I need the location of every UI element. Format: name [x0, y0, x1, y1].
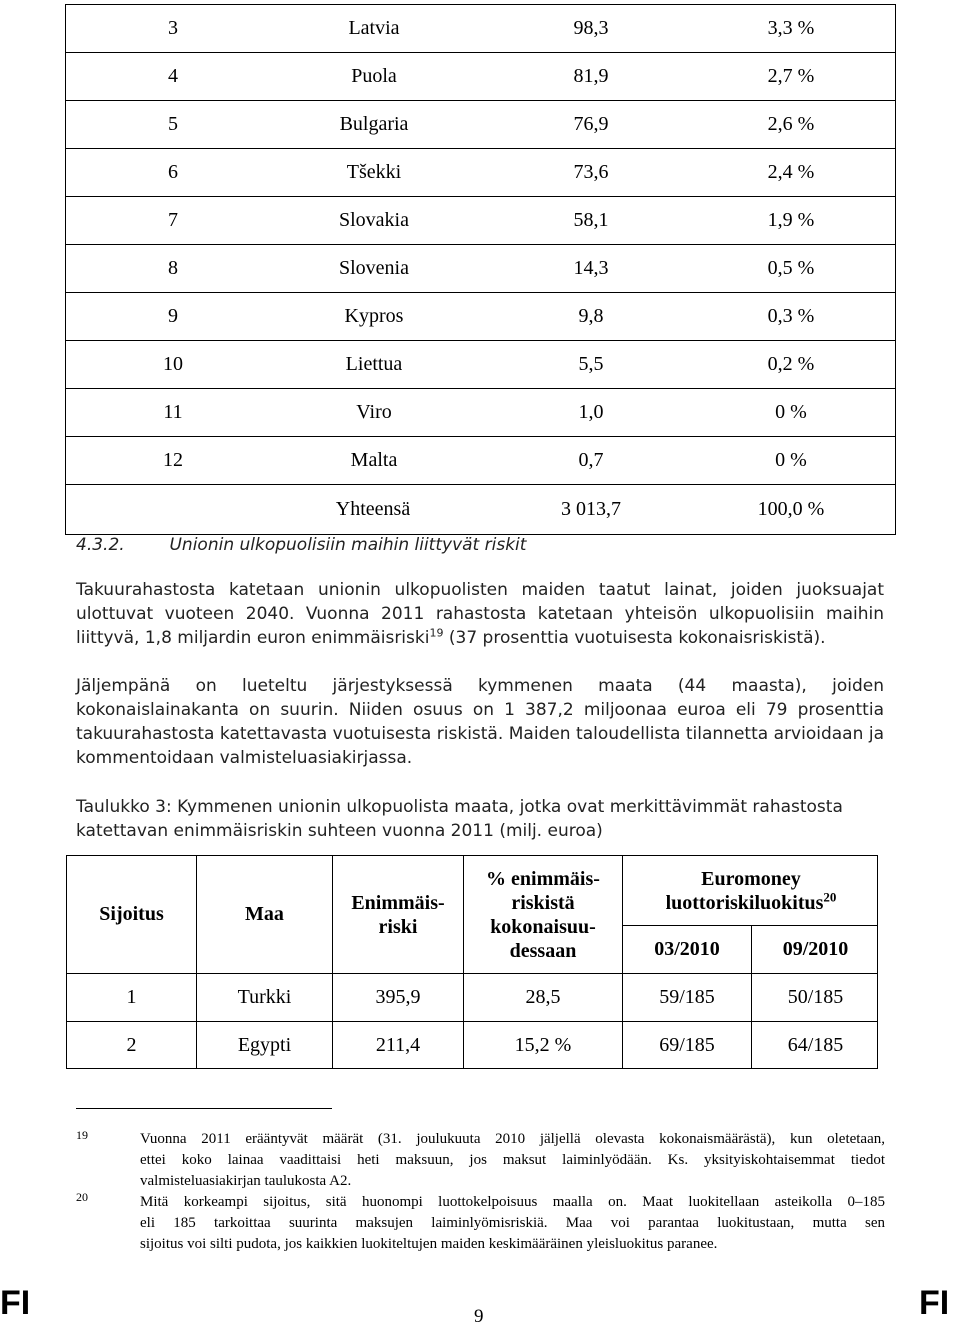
footnote-line: Vuonna 2011 erääntyvät määrät (31. joulukuuta 2010 jäljellä olevasta kokonaismäärästä), kun oletetaan, — [140, 1131, 885, 1147]
row-rank: 8 — [168, 257, 178, 279]
caption-line: katettavan enimmäisriskin suhteen vuonna 2011 (milj. euroa) — [76, 821, 603, 841]
row-rating-2: 50/185 — [787, 986, 844, 1008]
header-date-2: 09/2010 — [782, 938, 849, 960]
paragraph-line: Takuurahastosta katetaan unionin ulkopuolisten maiden taatut lainat, joiden juoksuajat — [76, 580, 884, 600]
paragraph-line: kommentoidaan valmisteluasiakirjassa. — [76, 748, 413, 768]
header-country: Maa — [245, 903, 284, 925]
paragraph-line: kokonaislainakanta on suurin. Niiden osuus on 1 387,2 miljoonaa euroa eli 79 prosenttia — [76, 700, 884, 720]
row-rank: 9 — [168, 305, 178, 327]
page-number: 9 — [474, 1306, 484, 1327]
table-row — [65, 437, 896, 485]
footnote-number-19: 19 — [76, 1128, 88, 1142]
row-country: Turkki — [237, 986, 292, 1008]
row-max-risk: 211,4 — [375, 1034, 421, 1056]
row-rating-1: 59/185 — [659, 986, 715, 1008]
header-euromoney-l2 — [665, 888, 837, 915]
row-rank: 3 — [168, 17, 178, 39]
total-percent: 100,0 % — [757, 498, 825, 520]
footnote-20 — [140, 1192, 885, 1255]
section-heading — [76, 533, 526, 557]
paragraph-text: liittyvä, 1,8 miljardin euron enimmäisriski — [76, 628, 430, 648]
paragraph-line: Jäljempänä on lueteltu järjestyksessä kymmenen maata (44 maasta), joiden — [76, 676, 884, 696]
header-euromoney-l2-text: luottoriskiluokitus — [665, 891, 824, 914]
table-row — [65, 245, 896, 293]
caption-line: Taulukko 3: Kymmenen unionin ulkopuolista maata, jotka ovat merkittävimmät rahastosta — [76, 797, 843, 817]
row-rank: 12 — [163, 449, 183, 471]
footnote-number-20: 20 — [76, 1190, 88, 1204]
row-percent: 3,3 % — [767, 17, 815, 39]
row-percent: 0,3 % — [767, 305, 815, 327]
total-label: Yhteensä — [335, 498, 411, 520]
footnote-ref-19: 19 — [429, 626, 444, 640]
row-value: 98,3 — [573, 17, 609, 39]
row-value: 0,7 — [578, 449, 604, 471]
paragraph-line: takuurahastosta katettavasta vuotuisesta riskistä. Maiden taloudellista tilannetta arvioidaan ja — [76, 724, 884, 744]
row-country: Slovakia — [339, 209, 409, 231]
header-max-risk-l1: Enimmäis- — [351, 891, 445, 914]
header-euromoney — [623, 856, 879, 925]
row-value: 76,9 — [573, 113, 609, 135]
footer-language-left: FI — [0, 1284, 31, 1322]
paragraph-line — [76, 626, 884, 650]
row-rating-2: 64/185 — [787, 1034, 844, 1056]
header-pct-l3: kokonaisuu- — [490, 915, 596, 938]
table-row — [65, 197, 896, 245]
row-rank: 10 — [163, 353, 183, 375]
paragraph-1 — [76, 578, 884, 650]
table-row — [65, 389, 896, 437]
row-country: Viro — [356, 401, 392, 423]
row-value: 73,6 — [573, 161, 609, 183]
row-country: Bulgaria — [339, 113, 409, 135]
row-country: Slovenia — [339, 257, 409, 279]
table-row — [65, 149, 896, 197]
row-country: Latvia — [348, 17, 400, 39]
row-rank: 6 — [168, 161, 178, 183]
header-pct — [464, 856, 622, 973]
country-risk-table — [65, 4, 896, 535]
table-row — [65, 341, 896, 389]
footnote-line: sijoitus voi silti pudota, jos kaikkien luokiteltujen maiden keskimääräinen yleisluokitus paranee. — [140, 1236, 718, 1252]
row-value: 58,1 — [573, 209, 609, 231]
row-pct: 28,5 — [525, 986, 561, 1008]
row-rank: 4 — [168, 65, 178, 87]
row-rank: 11 — [163, 401, 183, 423]
row-rank: 5 — [168, 113, 178, 135]
row-rank: 7 — [168, 209, 178, 231]
header-date-1: 03/2010 — [654, 938, 720, 960]
row-country: Liettua — [345, 353, 403, 375]
header-pct-l1: % enimmäis- — [486, 867, 600, 890]
footnote-19 — [140, 1129, 885, 1192]
paragraph-2 — [76, 674, 884, 770]
footer-language-right: FI — [919, 1284, 950, 1322]
total-value: 3 013,7 — [561, 498, 621, 520]
header-euromoney-l1: Euromoney — [701, 867, 801, 890]
row-max-risk: 395,9 — [375, 986, 421, 1008]
header-max-risk-l2: riski — [378, 915, 418, 938]
row-percent: 2,6 % — [767, 113, 815, 135]
paragraph-text: (37 prosenttia vuotuisesta kokonaisriskistä). — [443, 628, 826, 648]
footnote-line: ettei koko lainaa vaadittaisi heti maksuun, jos maksut laiminlyödään. Ks. yksityiskohtaisemmat tiedot — [140, 1152, 885, 1168]
row-country: Egypti — [237, 1034, 292, 1056]
non-eu-countries-table — [66, 855, 878, 1069]
table-row — [65, 53, 896, 101]
table-caption — [76, 795, 884, 843]
section-title: Unionin ulkopuolisiin maihin liittyvät riskit — [169, 535, 527, 555]
table-total-row — [65, 485, 896, 535]
row-percent: 0,2 % — [767, 353, 815, 375]
footnote-line: Mitä korkeampi sijoitus, sitä huonompi luottokelpoisuus maalla on. Maat luokitellaan asteikolla 0‒185 — [140, 1194, 885, 1210]
row-value: 9,8 — [578, 305, 604, 327]
row-rank: 2 — [126, 1034, 137, 1056]
header-rank: Sijoitus — [99, 903, 164, 925]
row-percent: 2,4 % — [767, 161, 815, 183]
section-number: 4.3.2. — [76, 535, 125, 555]
row-percent: 1,9 % — [767, 209, 815, 231]
row-percent: 0,5 % — [767, 257, 815, 279]
row-value: 81,9 — [573, 65, 609, 87]
row-country: Malta — [350, 449, 398, 471]
row-rating-1: 69/185 — [659, 1034, 715, 1056]
row-percent: 2,7 % — [767, 65, 815, 87]
footnote-line: valmisteluasiakirjan taulukosta A2. — [140, 1173, 352, 1189]
row-pct: 15,2 % — [514, 1034, 572, 1056]
row-value: 1,0 — [578, 401, 604, 423]
footnote-ref-20: 20 — [823, 888, 837, 904]
table-row — [65, 101, 896, 149]
paragraph-line: ulottuvat vuoteen 2040. Vuonna 2011 rahastosta katetaan yhteisön ulkopuolisiin maihin — [76, 604, 884, 624]
header-max-risk — [333, 856, 463, 973]
header-pct-l2: riskistä — [511, 891, 575, 914]
row-country: Tšekki — [346, 161, 402, 183]
table-row — [65, 4, 896, 53]
row-percent: 0 % — [775, 401, 807, 423]
row-country: Kypros — [344, 305, 404, 327]
table-row — [65, 293, 896, 341]
row-percent: 0 % — [775, 449, 807, 471]
row-country: Puola — [351, 65, 397, 87]
row-value: 5,5 — [578, 353, 604, 375]
row-rank: 1 — [126, 986, 137, 1008]
header-pct-l4: dessaan — [509, 939, 577, 962]
row-value: 14,3 — [573, 257, 609, 279]
footnote-separator — [76, 1108, 332, 1109]
footnote-line: eli 185 tarkoittaa suurinta maksujen laiminlyömisriskiä. Maa voi parantaa luokitustaan, mutta sen — [140, 1215, 885, 1231]
